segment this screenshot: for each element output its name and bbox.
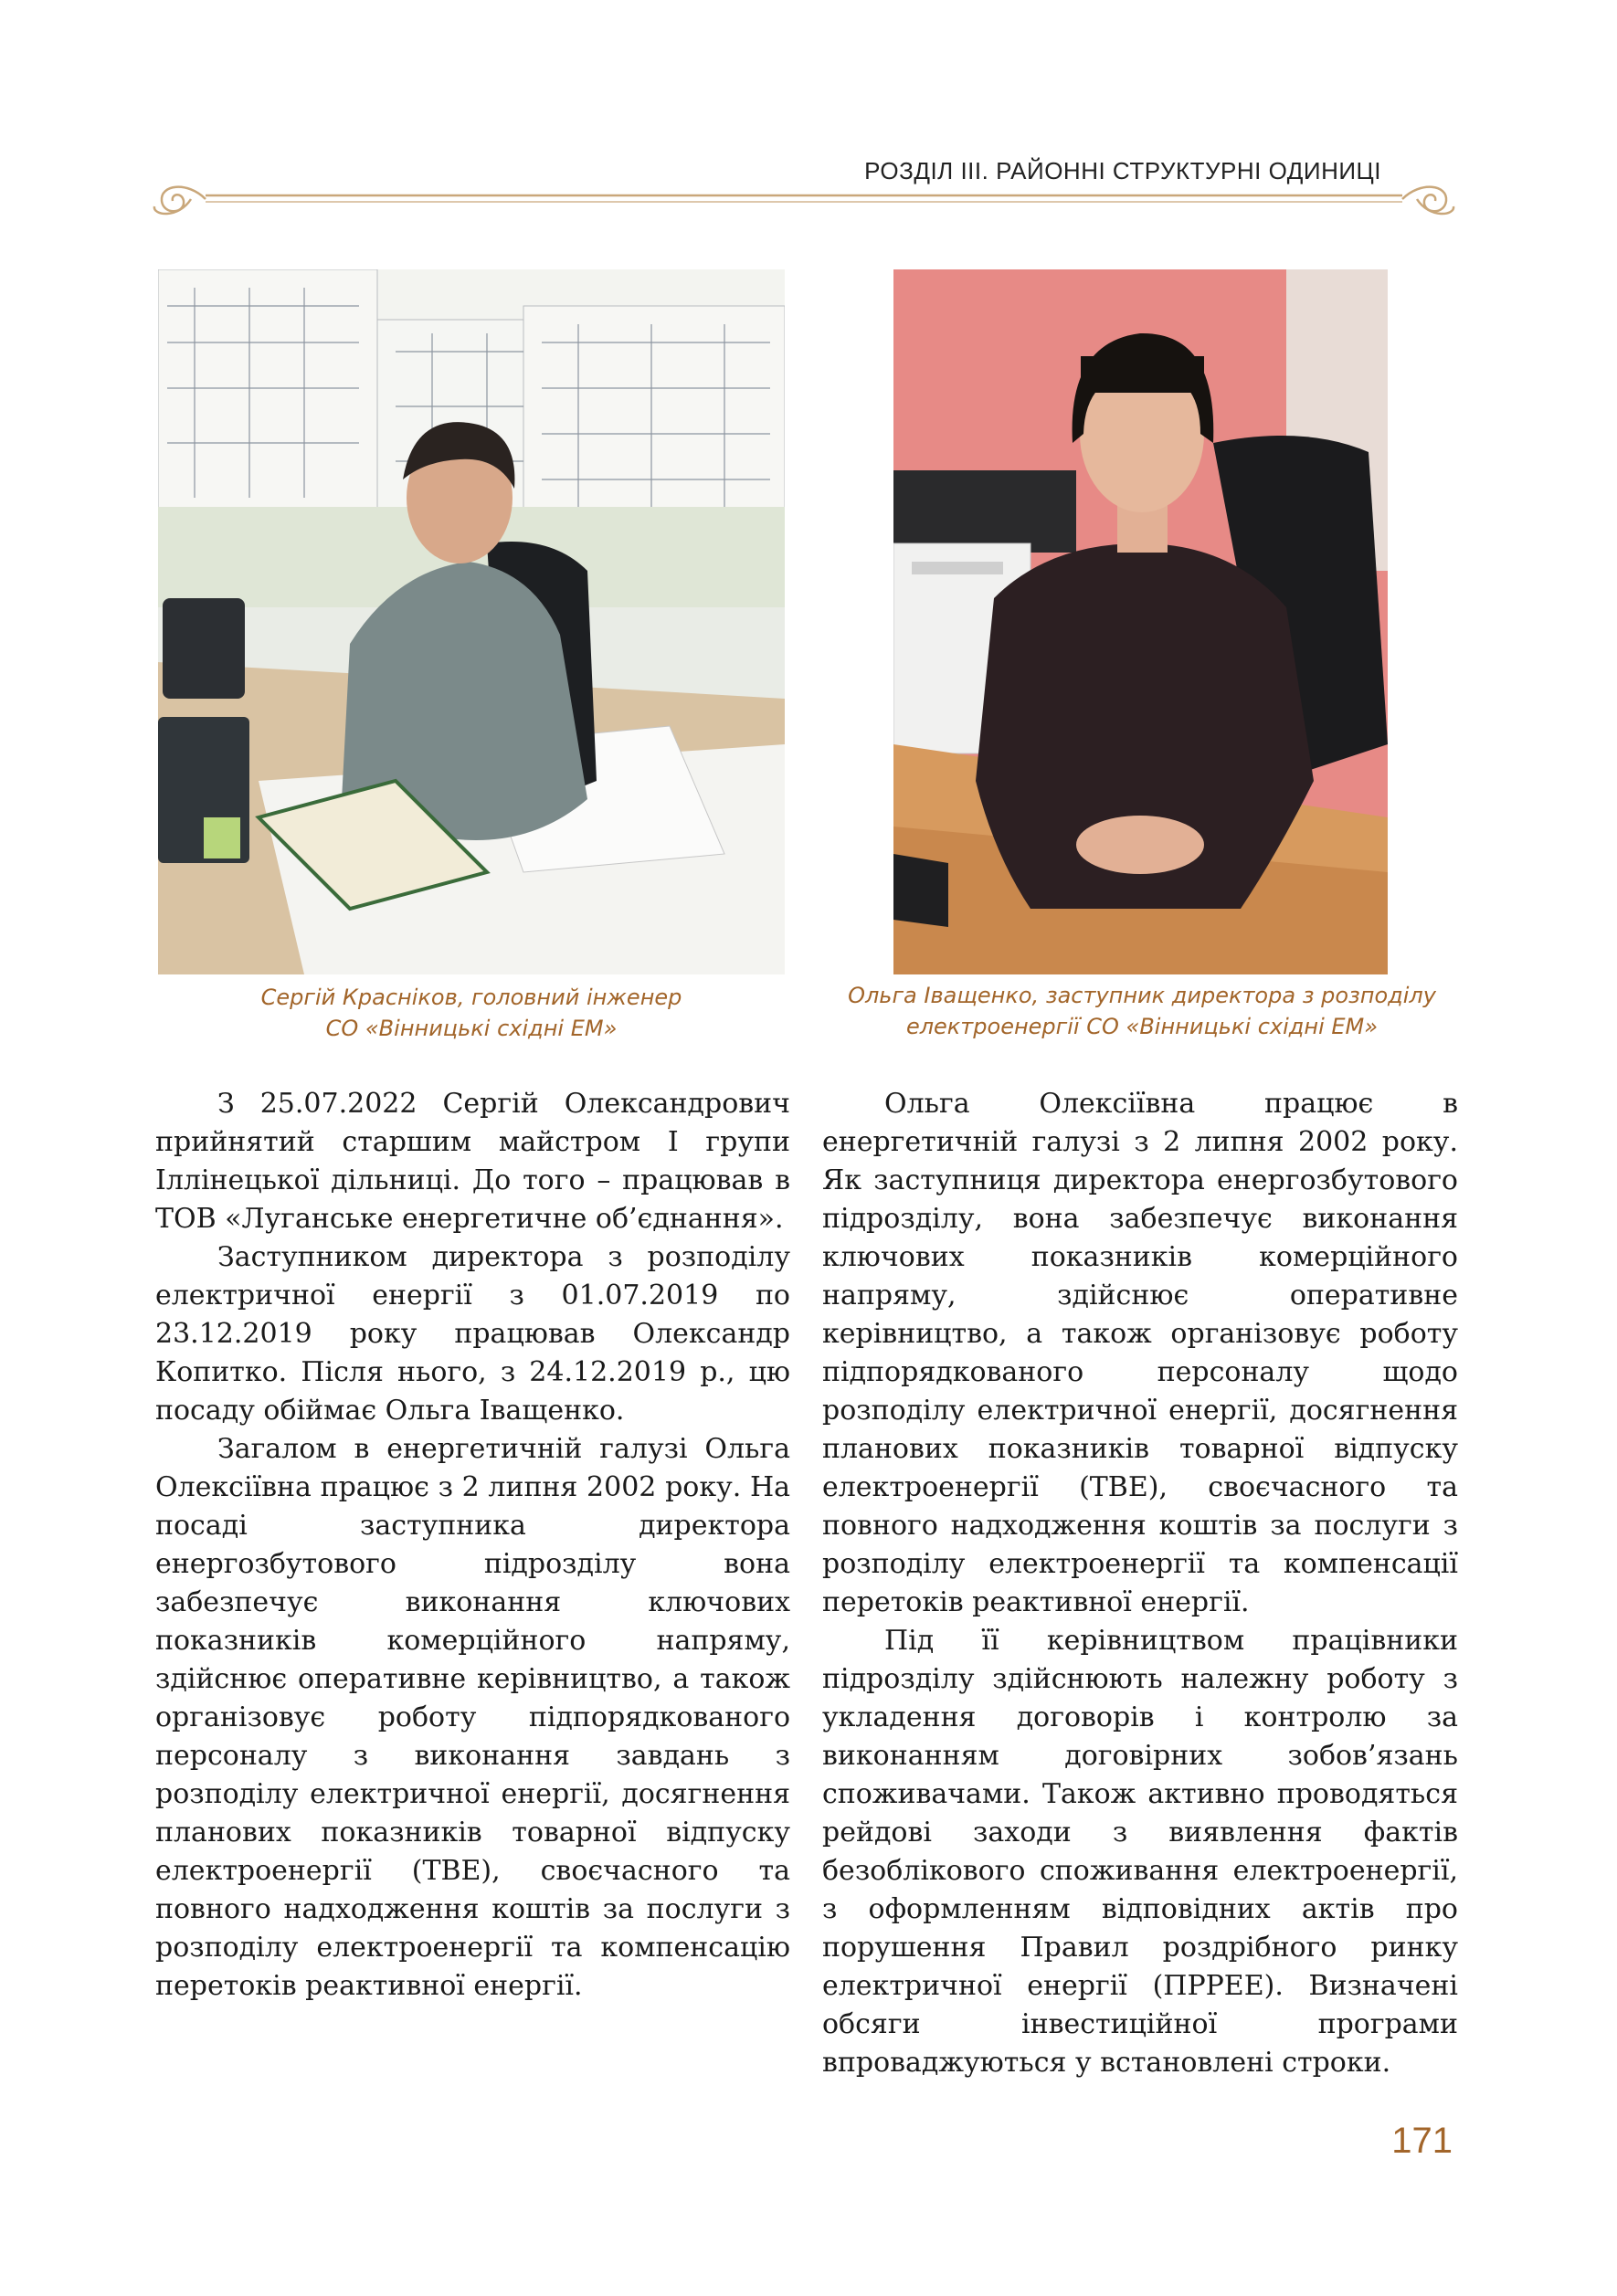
- header-ornament: [151, 174, 1457, 225]
- photo-olha-ivashchenko: [893, 269, 1388, 974]
- right-paragraph: Ольга Олексіївна працює в енергетичній галузі з 2 липня 2002 року. Як заступниця директора енергозбутового підрозділу, вона забезпечує виконання ключових показників комерційного напряму, здійснює оперативне керівництво, а також організовує роботу підпорядкованого персоналу щодо розподілу електричної енергії, досягнення планових показників товарної відпуску електроенергії (ТВЕ), своєчасного та повного надходження коштів за послуги з розподілу електроенергії та компенсації перетоків реактивної енергії.: [822, 1088, 1458, 1618]
- caption-right-line2: електроенергії СО «Вінницькі східні ЕМ»: [905, 1014, 1379, 1039]
- caption-left-line2: СО «Вінницькі східні ЕМ»: [325, 1016, 618, 1041]
- caption-right-line1: Ольга Іващенко, заступник директора з розподілу: [848, 983, 1436, 1008]
- photo-caption-left: [158, 982, 785, 1044]
- left-paragraph: Загалом в енергетичній галузі Ольга Олексіївна працює з 2 липня 2002 року. На посаді заступника директора енергозбутового підрозділу вона забезпечує виконання ключових показників комерційного напряму, здійснює оперативне керівництво, а також організовує роботу підпорядкованого персоналу з виконання завдань з розподілу електричної енергії, досягнення планових показників товарної відпуску електроенергії (ТВЕ), своєчасного та повного надходження коштів за послуги з розподілу електроенергії та компенсацію перетоків реактивної енергії.: [155, 1433, 790, 2002]
- right-paragraph: Під її керівництвом працівники підрозділу здійснюють належну роботу з укладення договорів і контролю за виконанням договірних зобов’язань споживачами. Також активно проводяться рейдові заходи з виявлення фактів безоблікового споживання електроенергії, з оформленням відповідних актів про порушення Правил роздрібного ринку електричної енергії (ПРРЕЕ). Визначені обсяги інвестиційної програми впроваджуються у встановлені строки.: [822, 1625, 1458, 2079]
- photo-caption-right: [822, 980, 1462, 1042]
- section-title: РОЗДІЛ ІІІ. РАЙОННІ СТРУКТУРНІ ОДИНИЦІ: [864, 157, 1381, 184]
- left-paragraph: Заступником директора з розподілу електричної енергії з 01.07.2019 по 23.12.2019 року працював Олександр Копитко. Після нього, з 24.12.2019 р., цю посаду обіймає Ольга Іващенко.: [155, 1241, 790, 1427]
- left-text-column: [155, 1085, 790, 2006]
- caption-left-line1: Сергій Красніков, головний інженер: [260, 985, 682, 1010]
- photo-serhii-krasnikov: [158, 269, 785, 974]
- left-paragraph: З 25.07.2022 Сергій Олександрович прийнятий старшим майстром І групи Іллінецької дільниці. До того – працював в ТОВ «Луганське енергетичне об’єднання».: [155, 1088, 790, 1235]
- right-text-column: [822, 1085, 1458, 2082]
- page-number: 171: [1391, 2121, 1453, 2161]
